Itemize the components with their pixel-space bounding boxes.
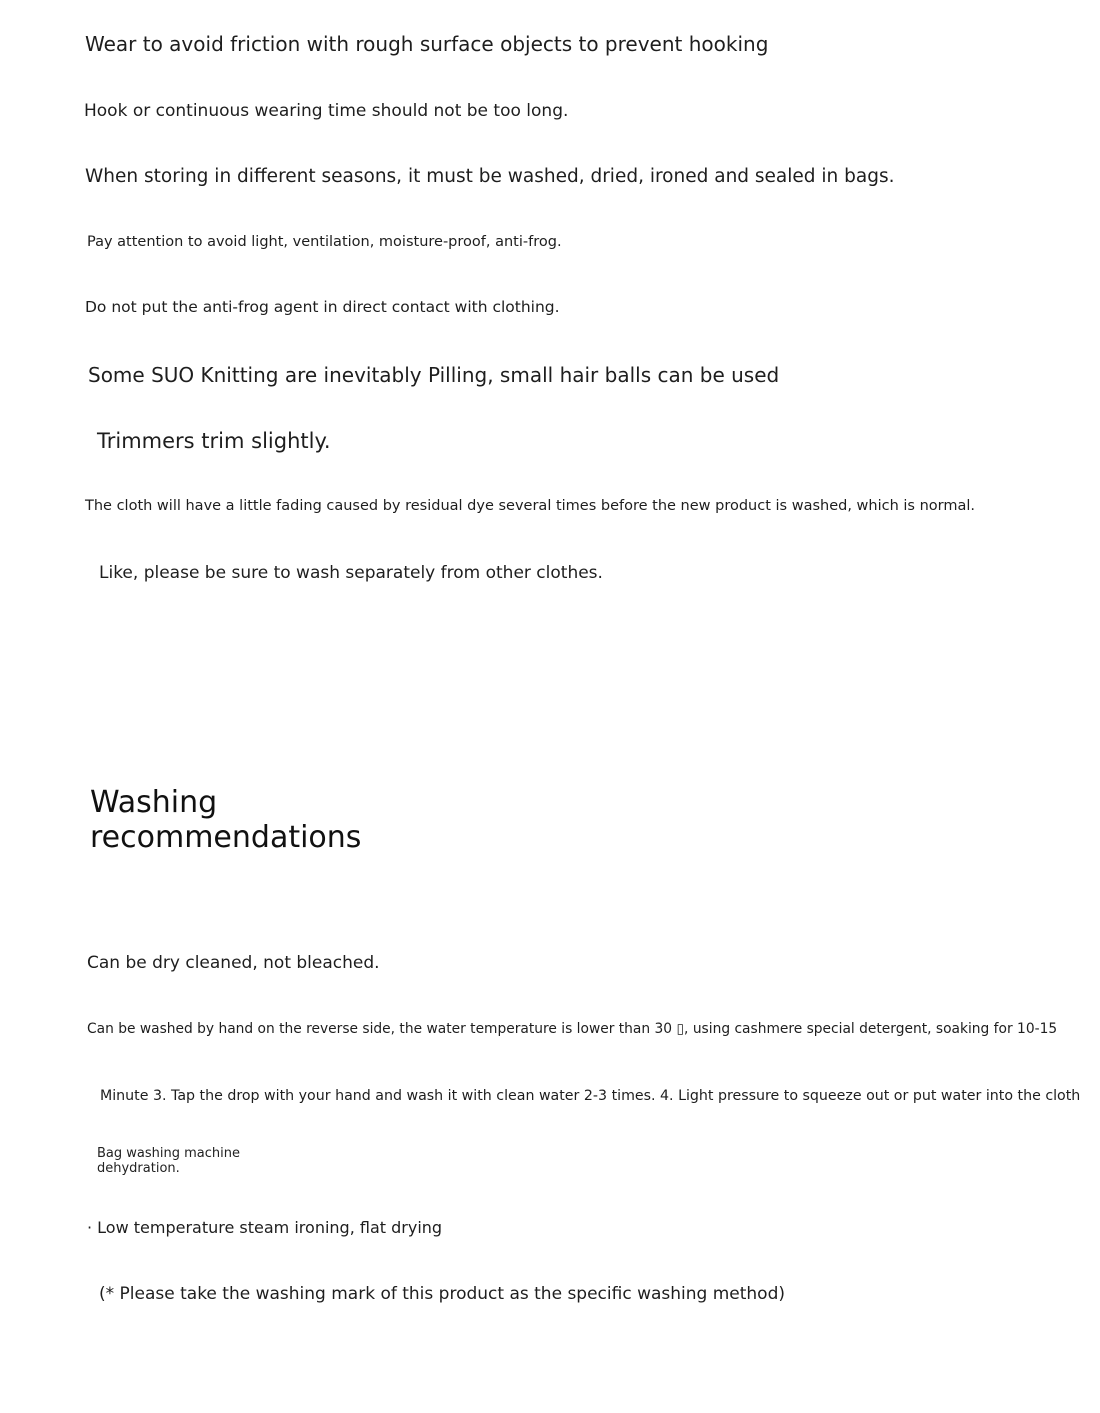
washing-dry-clean: Can be dry cleaned, not bleached. (87, 953, 380, 973)
washing-hand-wash: Can be washed by hand on the reverse side, the water temperature is lower than 30 ▯, using cashmere special detergent, soaking for 10-15 (87, 1021, 1058, 1037)
washing-machine-dehydration: Bag washing machine dehydration. (97, 1146, 240, 1176)
washing-rinse: Minute 3. Tap the drop with your hand and wash it with clean water 2-3 times. 4. Light pressure to squeeze out or put water into the cloth (100, 1088, 1081, 1104)
care-tip-wash-separately: Like, please be sure to wash separately from other clothes. (99, 563, 603, 583)
clipped-text-fragment (84, 358, 1004, 362)
care-tip-friction: Wear to avoid friction with rough surface objects to prevent hooking (85, 32, 769, 56)
care-tip-storage: When storing in different seasons, it must be washed, dried, ironed and sealed in bags. (85, 166, 895, 187)
care-tip-fading: The cloth will have a little fading caused by residual dye several times before the new product is washed, which is normal. (85, 498, 975, 514)
washing-ironing: · Low temperature steam ironing, flat drying (87, 1218, 443, 1237)
washing-mark-note: (* Please take the washing mark of this product as the specific washing method) (99, 1284, 786, 1304)
clipped-text-fragment-2 (100, 1081, 995, 1085)
care-tip-trimmers: Trimmers trim slightly. (97, 429, 331, 453)
care-tip-light-ventilation: Pay attention to avoid light, ventilation, moisture-proof, anti-frog. (87, 234, 562, 250)
care-tip-pilling: Some SUO Knitting are inevitably Pilling, small hair balls can be used (88, 363, 780, 387)
washing-title: Washing recommendations (90, 785, 362, 855)
care-tip-anti-frog-agent: Do not put the anti-frog agent in direct contact with clothing. (85, 298, 560, 316)
care-tip-wearing-time: Hook or continuous wearing time should not be too long. (84, 101, 569, 121)
